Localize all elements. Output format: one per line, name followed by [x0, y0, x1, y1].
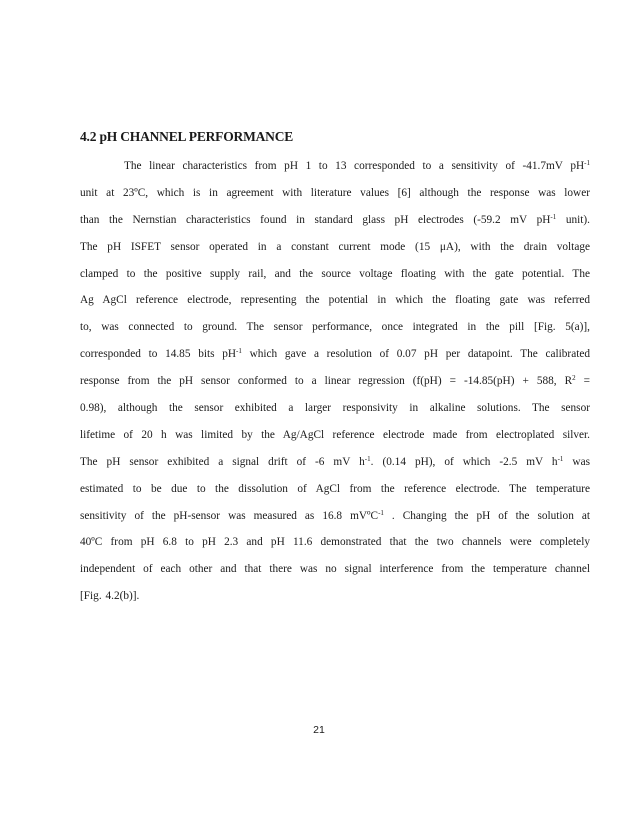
paragraph-line: estimated to be due to the dissolution of AgCl from the reference electrode. The temperature	[80, 482, 590, 495]
paragraph-line: The pH sensor exhibited a signal drift of -6 mV $h^{-1}$. (0.14 pH), of which -2.5 mV $h^{-1}$ was	[80, 454, 590, 468]
paragraph-line: 0.98), although the sensor exhibited a larger responsivity in alkaline solutions. The sensor	[80, 402, 590, 415]
paragraph-line: 40ºC from pH 6.8 to pH 2.3 and pH 11.6 demonstrated that the two channels were completely	[80, 536, 590, 549]
paragraph-line: clamped to the positive supply rail, and the source voltage floating with the gate potential. The	[80, 267, 590, 280]
paragraph-line: unit at 23ºC, which is in agreement with literature values [6] although the response was lower	[80, 186, 590, 199]
body-paragraph	[80, 158, 590, 615]
paragraph-line: than the Nernstian characteristics found in standard glass pH electrodes (-59.2 mV $pH^{-1}$ unit).	[80, 212, 590, 226]
paragraph-line: response from the pH sensor conformed to a linear regression (f(pH) = -14.85(pH) + 588, $R^2$ =	[80, 374, 590, 388]
paragraph-line: corresponded to 14.85 bits $pH^{-1}$ which gave a resolution of 0.07 pH per datapoint. The calibrated	[80, 347, 591, 361]
paragraph-line: independent of each other and that there was no signal interference from the temperature channel	[80, 563, 590, 576]
paragraph-line: Ag AgCl reference electrode, representing the potential in which the floating gate was referred	[80, 294, 590, 307]
paragraph-line: to, was connected to ground. The sensor performance, once integrated in the pill [Fig. 5(a)],	[80, 321, 590, 334]
paragraph-line: The linear characteristics from pH 1 to 13 corresponded to a sensitivity of -41.7mV $pH^{-1}$	[124, 159, 590, 172]
paragraph-line: lifetime of 20 h was limited by the Ag/AgCl reference electrode made from electroplated silver.	[80, 428, 590, 441]
paragraph-line: sensitivity of the pH-sensor was measured as 16.8 mVºC$^{-1}$ . Changing the pH of the solution at	[80, 508, 590, 522]
section-heading: 4.2 pH CHANNEL PERFORMANCE	[80, 129, 294, 144]
page-number: 21	[313, 724, 325, 736]
paragraph-line: [Fig. 4.2(b)].	[80, 590, 140, 603]
paragraph-line: The pH ISFET sensor operated in a constant current mode (15 μA), with the drain voltage	[80, 240, 590, 253]
